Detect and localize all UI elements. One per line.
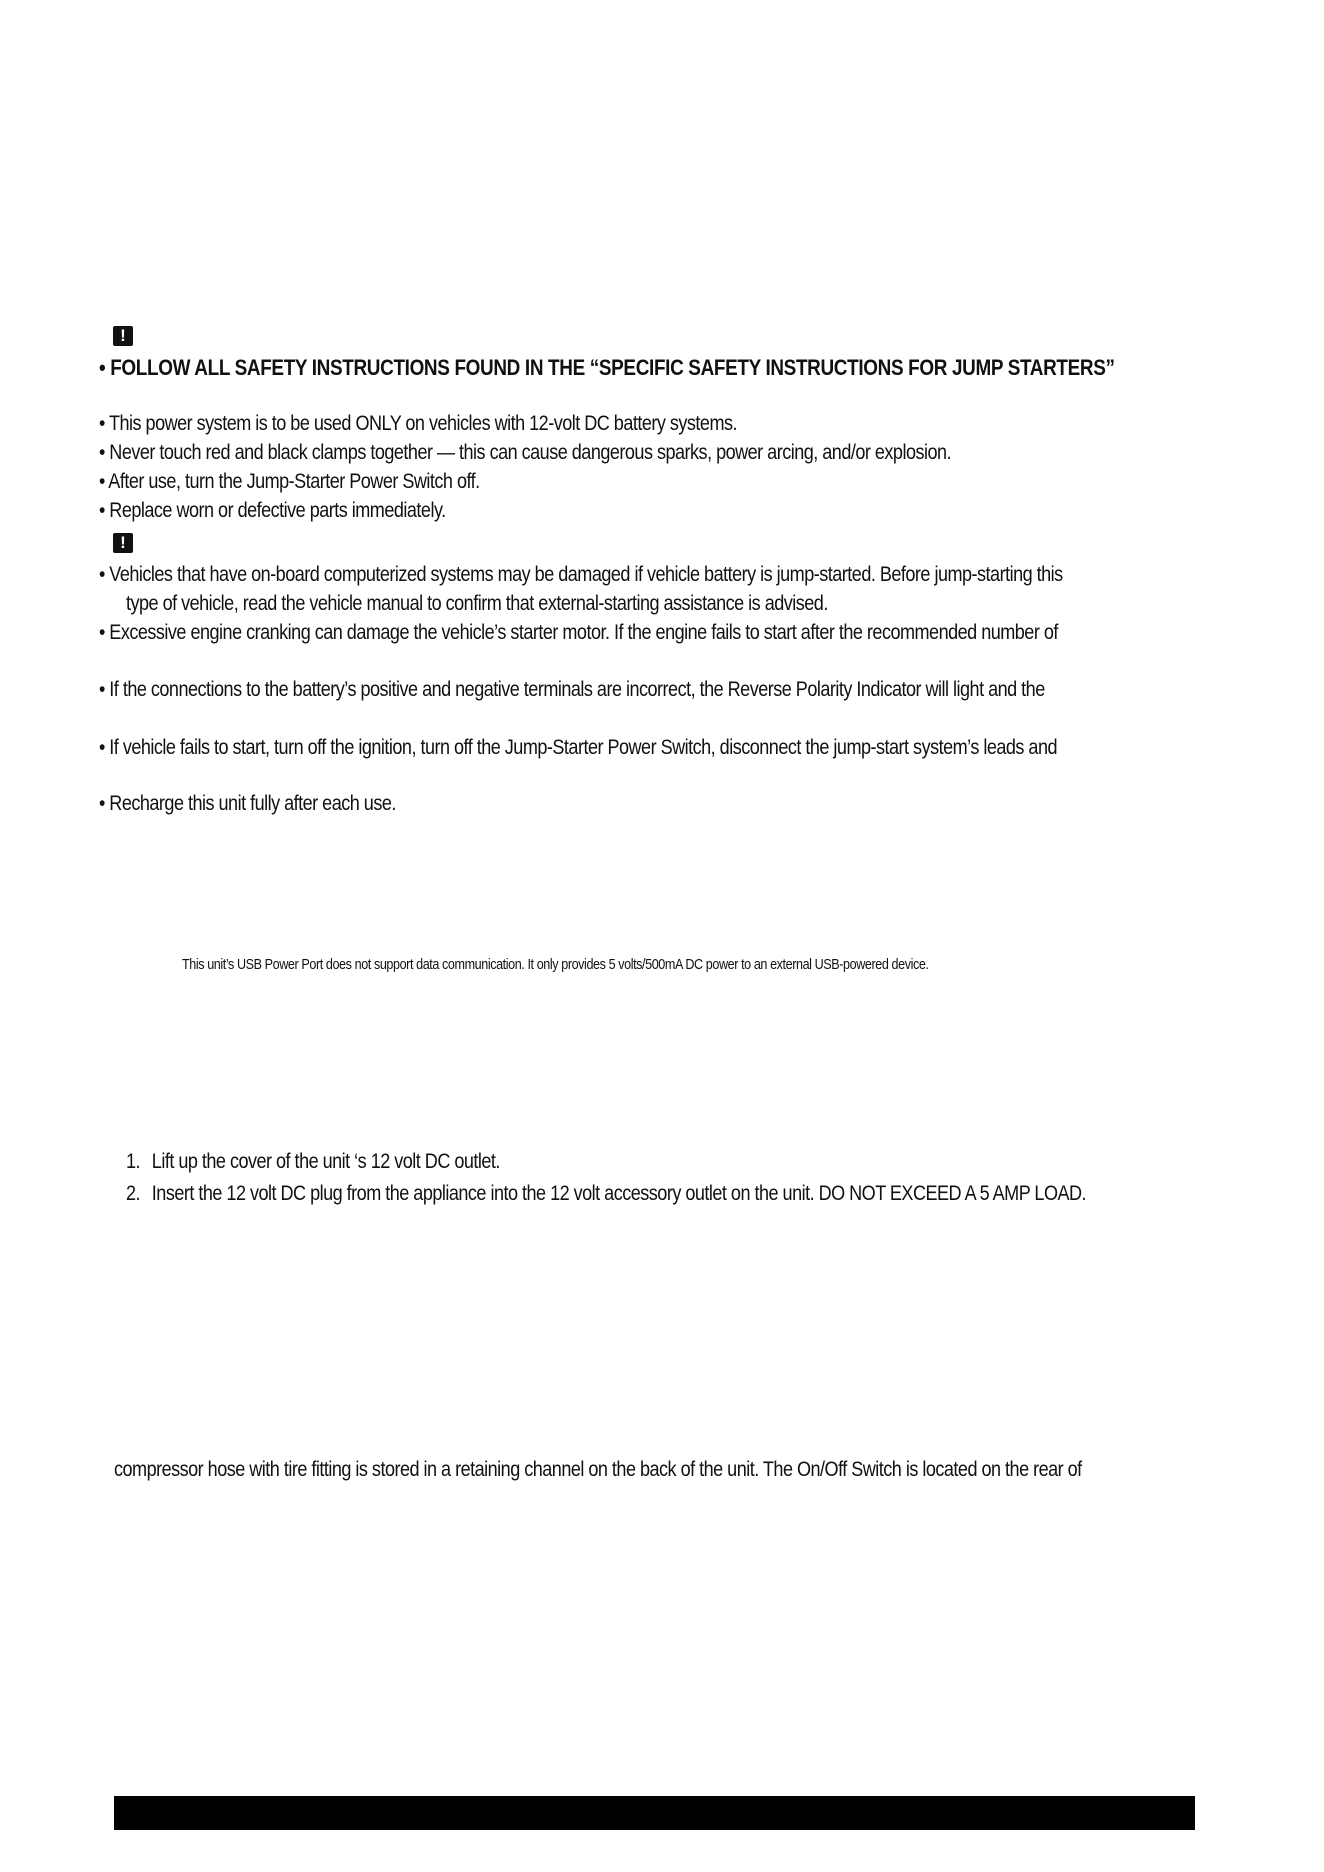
caution-bullet: • If vehicle fails to start, turn off the ignition, turn off the Jump-Starter Power Switch, disconnect the jump-start system’s leads and xyxy=(99,736,1058,759)
safety-bullet: • Replace worn or defective parts immediately. xyxy=(99,499,446,522)
compressor-description: compressor hose with tire fitting is stored in a retaining channel on the back of the unit. The On/Off Switch is located on the rear of xyxy=(114,1458,1082,1481)
warning-icon: ! xyxy=(113,326,133,346)
caution-bullet: • Vehicles that have on-board computerized systems may be damaged if vehicle battery is jump-started. Before jump-starting this xyxy=(99,563,1063,586)
caution-bullet: • Excessive engine cranking can damage the vehicle’s starter motor. If the engine fails to start after the recommended number of xyxy=(99,621,1058,644)
dc-outlet-step xyxy=(126,1182,1086,1206)
step-number: 1. xyxy=(126,1150,141,1173)
step-text: Lift up the cover of the unit ‘s 12 volt DC outlet. xyxy=(151,1150,500,1173)
footer-bar xyxy=(114,1796,1195,1830)
usb-power-note: This unit’s USB Power Port does not support data communication. It only provides 5 volts/500mA DC power to an external USB-powered device. xyxy=(182,956,929,973)
caution-bullet: • If the connections to the battery’s positive and negative terminals are incorrect, the Reverse Polarity Indicator will light and the xyxy=(99,678,1045,701)
safety-heading: • FOLLOW ALL SAFETY INSTRUCTIONS FOUND IN THE “SPECIFIC SAFETY INSTRUCTIONS FOR JUMP STARTERS” xyxy=(99,355,1115,380)
step-text: Insert the 12 volt DC plug from the appliance into the 12 volt accessory outlet on the unit. DO NOT EXCEED A 5 AMP LOAD. xyxy=(151,1182,1087,1205)
dc-outlet-step xyxy=(126,1150,500,1174)
safety-bullet: • Never touch red and black clamps together — this can cause dangerous sparks, power arcing, and/or explosion. xyxy=(99,441,952,464)
caution-bullet: • Recharge this unit fully after each use. xyxy=(99,792,396,815)
caution-bullet-continuation: type of vehicle, read the vehicle manual to confirm that external-starting assistance is advised. xyxy=(126,592,828,615)
safety-bullet: • After use, turn the Jump-Starter Power Switch off. xyxy=(99,470,480,493)
step-number: 2. xyxy=(126,1182,141,1205)
safety-bullet: • This power system is to be used ONLY on vehicles with 12-volt DC battery systems. xyxy=(99,412,738,435)
caution-icon: ! xyxy=(113,533,133,553)
